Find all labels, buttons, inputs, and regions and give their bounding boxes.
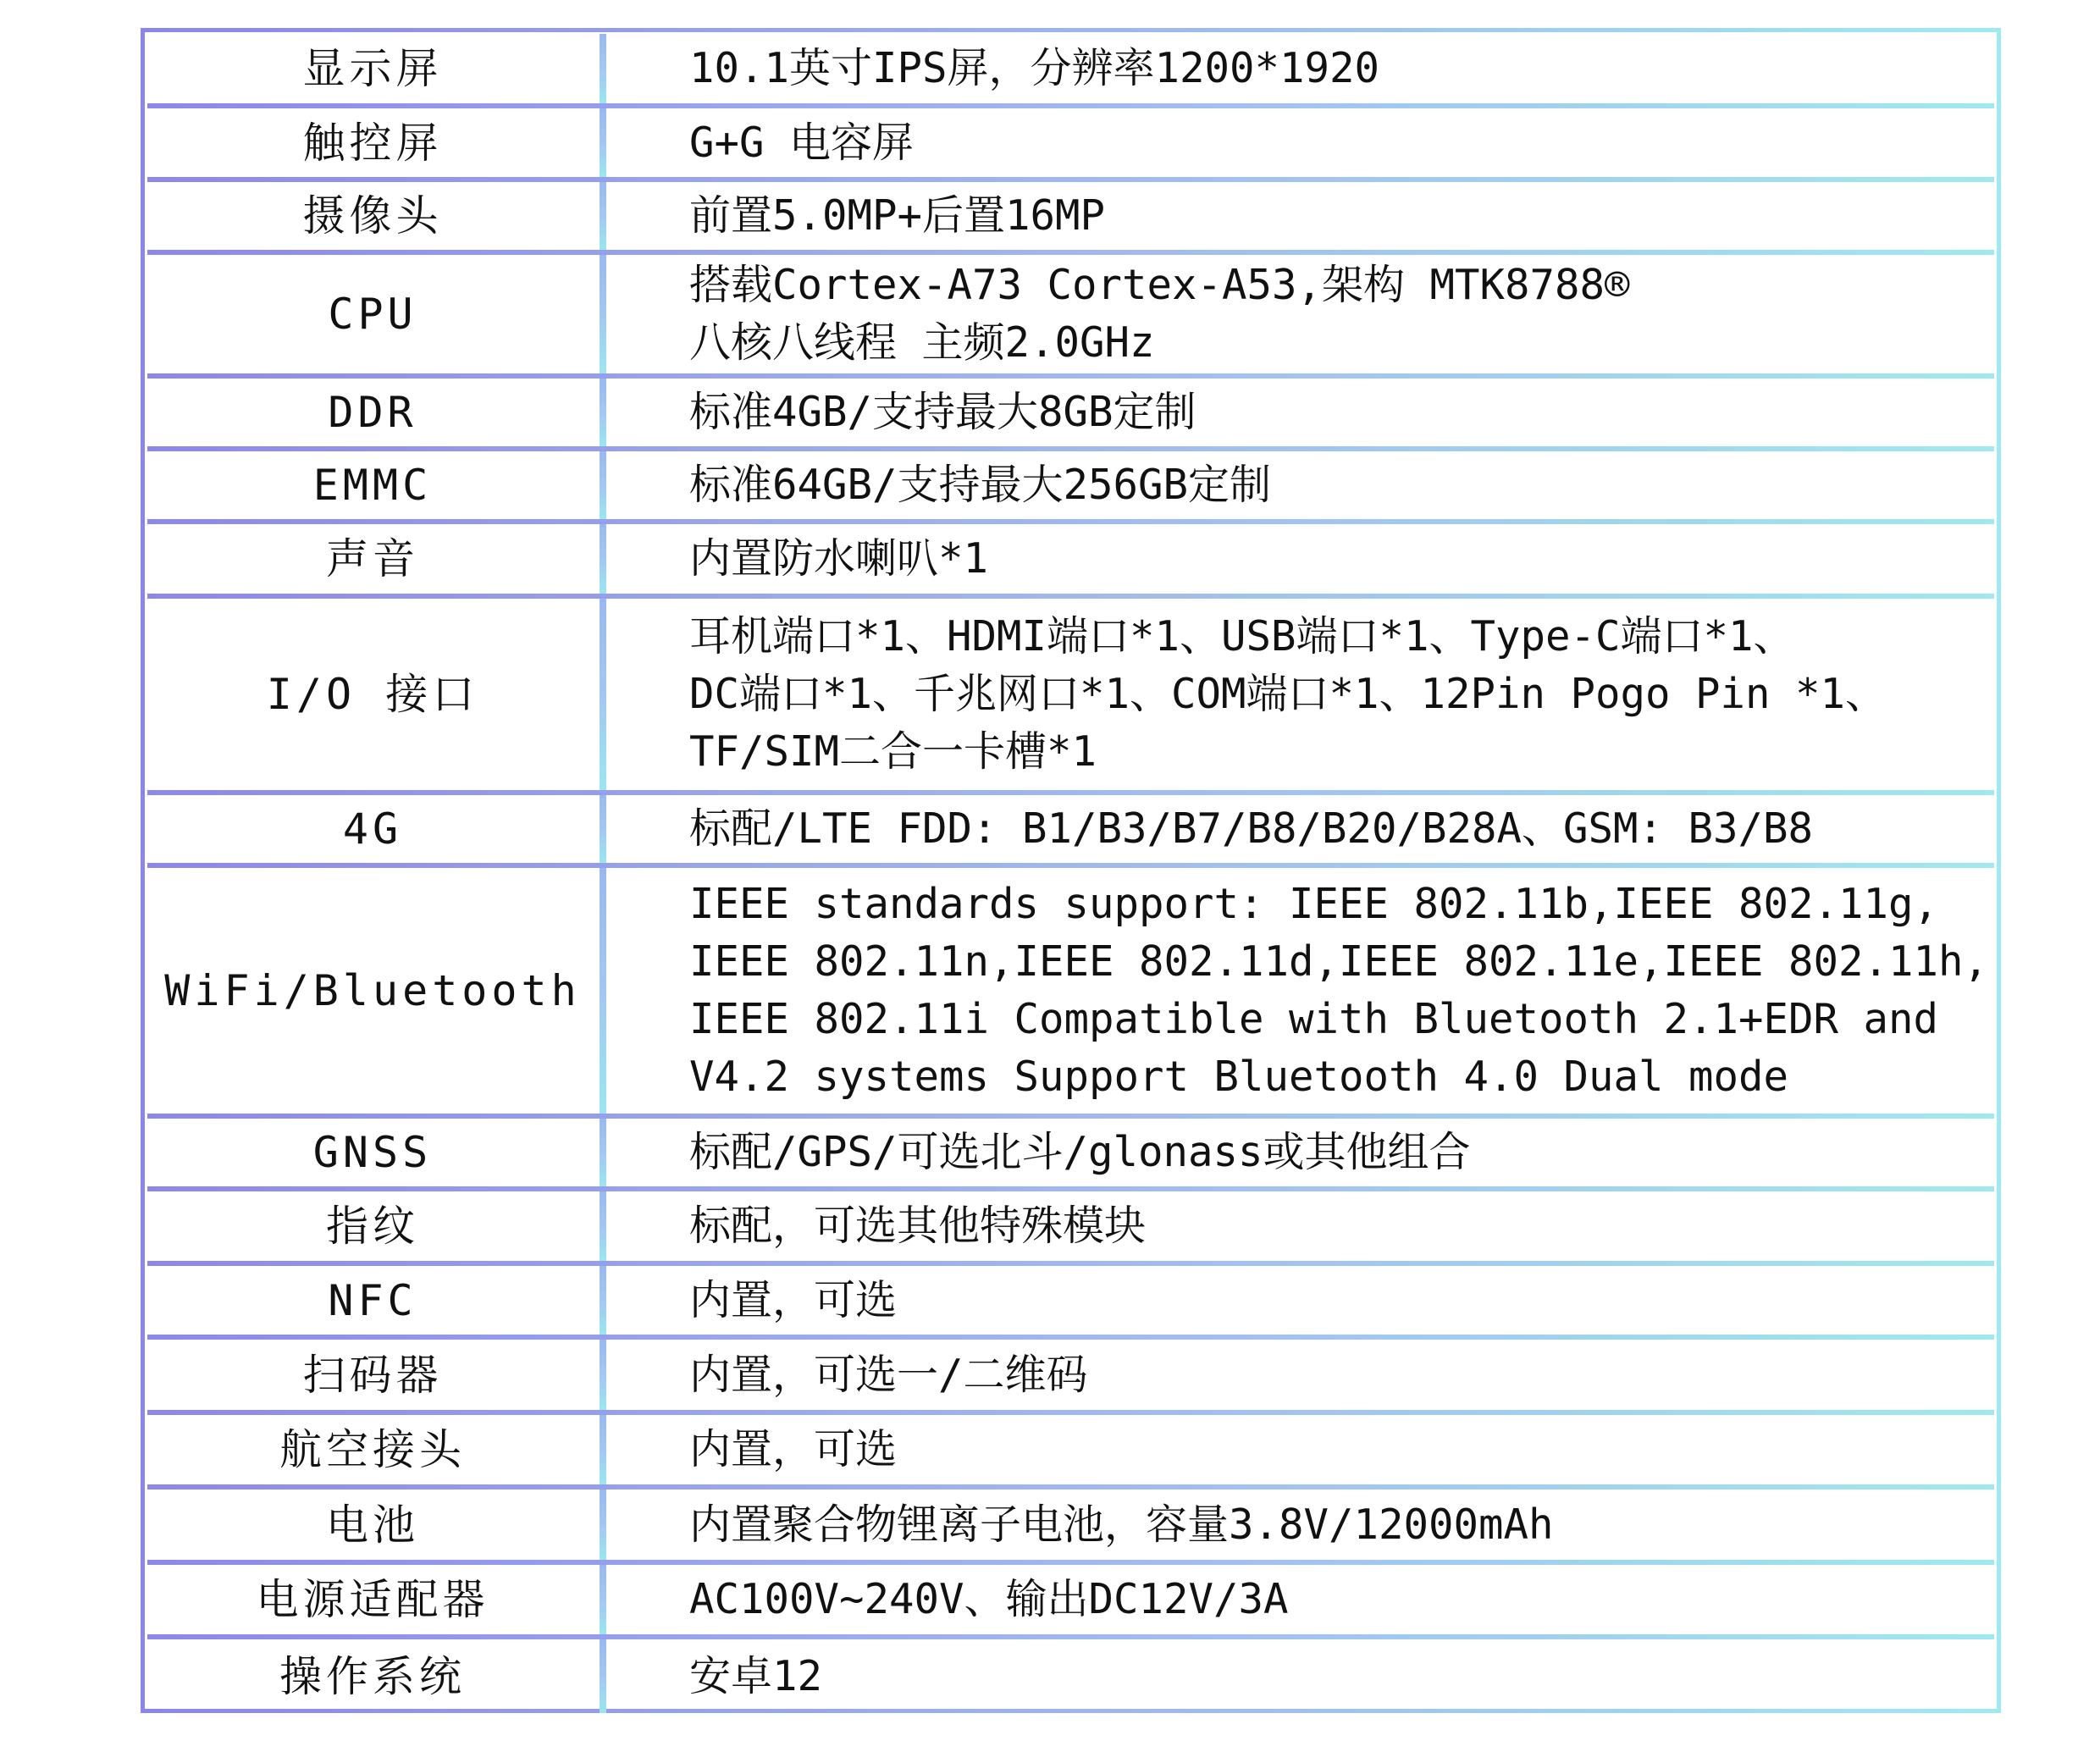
spec-label: 电源适配器 — [256, 1575, 489, 1624]
spec-label: 航空接头 — [279, 1425, 466, 1474]
spec-value — [598, 1496, 1994, 1554]
column-divider — [600, 255, 606, 373]
spec-value — [598, 1197, 1994, 1255]
spec-value-line: V4.2 systems Support Bluetooth 4.0 Dual mode — [689, 1053, 1789, 1101]
spec-value-line: 内置，可选 — [689, 1425, 898, 1473]
spec-value — [598, 530, 1994, 588]
column-divider — [600, 1191, 606, 1261]
spec-value-line: TF/SIM二合一卡槽*1 — [689, 727, 1097, 776]
spec-row-nfc — [147, 1266, 1994, 1340]
spec-value-line: 安卓12 — [689, 1651, 823, 1700]
column-divider — [600, 182, 606, 250]
spec-value — [598, 800, 1994, 858]
spec-value — [598, 1421, 1994, 1478]
column-divider — [600, 1639, 606, 1713]
spec-value — [598, 456, 1994, 514]
spec-label: CPU — [328, 290, 417, 339]
spec-value — [598, 1124, 1994, 1181]
spec-label: 显示屏 — [302, 44, 443, 93]
spec-row-scanner — [147, 1340, 1994, 1415]
spec-row-gnss — [147, 1119, 1994, 1191]
spec-row-4g — [147, 795, 1994, 868]
spec-value-line: IEEE 802.11n,IEEE 802.11d,IEEE 802.11e,IEEE 802.11h, — [689, 937, 1989, 986]
spec-row-battery — [147, 1490, 1994, 1565]
spec-value — [598, 187, 1994, 245]
spec-label: 电池 — [326, 1500, 419, 1550]
column-divider — [600, 524, 606, 594]
spec-row-ddr — [147, 379, 1994, 451]
spec-value-line: 标配，可选其他特殊模块 — [689, 1202, 1147, 1250]
spec-value — [598, 1648, 1994, 1705]
column-divider — [600, 599, 606, 790]
column-divider — [600, 1266, 606, 1335]
spec-value — [598, 384, 1994, 441]
spec-value — [598, 608, 1994, 781]
column-divider — [600, 379, 606, 446]
spec-value-line: G+G 电容屏 — [689, 118, 915, 167]
column-divider — [600, 34, 606, 103]
column-divider — [600, 795, 606, 863]
spec-value — [598, 40, 1994, 97]
spec-row-cpu — [147, 255, 1994, 379]
spec-label: GNSS — [312, 1128, 433, 1177]
spec-value-line: AC100V~240V、输出DC12V/3A — [689, 1575, 1289, 1623]
spec-row-audio — [147, 524, 1994, 599]
column-divider — [600, 1340, 606, 1410]
spec-value-line: 内置防水喇叭*1 — [689, 534, 989, 583]
spec-value-line: 前置5.0MP+后置16MP — [689, 191, 1106, 240]
spec-label: EMMC — [312, 461, 433, 510]
spec-value-line: 内置，可选一/二维码 — [689, 1350, 1088, 1399]
spec-label: NFC — [328, 1275, 417, 1325]
spec-value-line: IEEE standards support: IEEE 802.11b,IEEE 802.11g, — [689, 880, 1939, 928]
spec-row-emmc — [147, 451, 1994, 524]
spec-label: 操作系统 — [279, 1651, 466, 1701]
spec-value — [598, 114, 1994, 172]
spec-value-line: 标准4GB/支持最大8GB定制 — [689, 388, 1196, 436]
column-divider — [600, 1565, 606, 1634]
spec-value-line: 标配/GPS/可选北斗/glonass或其他组合 — [689, 1128, 1471, 1176]
spec-label: 4G — [342, 804, 403, 854]
spec-value-line: IEEE 802.11i Compatible with Bluetooth 2.1+EDR and — [689, 995, 1939, 1043]
spec-value — [598, 1272, 1994, 1329]
spec-value-line: 标配/LTE FDD: B1/B3/B7/B8/B20/B28A、GSM: B3/B8 — [689, 804, 1814, 853]
spec-value-line: 内置，可选 — [689, 1275, 898, 1324]
spec-value-line: DC端口*1、千兆网口*1、COM端口*1、12Pin Pogo Pin *1、 — [689, 670, 1887, 718]
spec-value — [598, 257, 1994, 372]
spec-label: I/O 接口 — [266, 670, 479, 719]
spec-value-line: 搭载Cortex-A73 Cortex-A53,架构 MTK8788® — [689, 261, 1630, 309]
spec-value-line: 八核八线程 主频2.0GHz — [689, 318, 1155, 367]
spec-row-fingerprint — [147, 1191, 1994, 1266]
spec-value — [598, 1571, 1994, 1628]
column-divider — [600, 108, 606, 177]
spec-value — [598, 876, 1994, 1106]
column-divider — [600, 868, 606, 1114]
spec-row-display — [147, 34, 1994, 108]
spec-value — [598, 1346, 1994, 1404]
spec-value-line: 耳机端口*1、HDMI端口*1、USB端口*1、Type-C端口*1、 — [689, 612, 1795, 660]
spec-label: 触控屏 — [302, 118, 443, 168]
spec-row-io-ports — [147, 599, 1994, 795]
spec-row-touchscreen — [147, 108, 1994, 182]
spec-label: DDR — [328, 388, 417, 437]
spec-row-os — [147, 1639, 1994, 1713]
spec-row-aviation-connector — [147, 1415, 1994, 1490]
spec-row-power-adapter — [147, 1565, 1994, 1639]
spec-label: 指纹 — [326, 1202, 419, 1251]
spec-row-camera — [147, 182, 1994, 255]
spec-label: WiFi/Bluetooth — [164, 966, 581, 1015]
column-divider — [600, 1119, 606, 1186]
spec-row-wifi-bluetooth — [147, 868, 1994, 1119]
column-divider — [600, 1415, 606, 1484]
spec-value-line: 内置聚合物锂离子电池，容量3.8V/12000mAh — [689, 1500, 1554, 1549]
spec-label: 摄像头 — [302, 191, 443, 240]
spec-value-line: 标准64GB/支持最大256GB定制 — [689, 461, 1272, 509]
spec-value-line: 10.1英寸IPS屏，分辨率1200*1920 — [689, 44, 1380, 92]
column-divider — [600, 1490, 606, 1560]
column-divider — [600, 451, 606, 519]
spec-table — [147, 34, 1994, 1713]
spec-label: 扫码器 — [302, 1350, 443, 1400]
spec-label: 声音 — [326, 534, 419, 583]
